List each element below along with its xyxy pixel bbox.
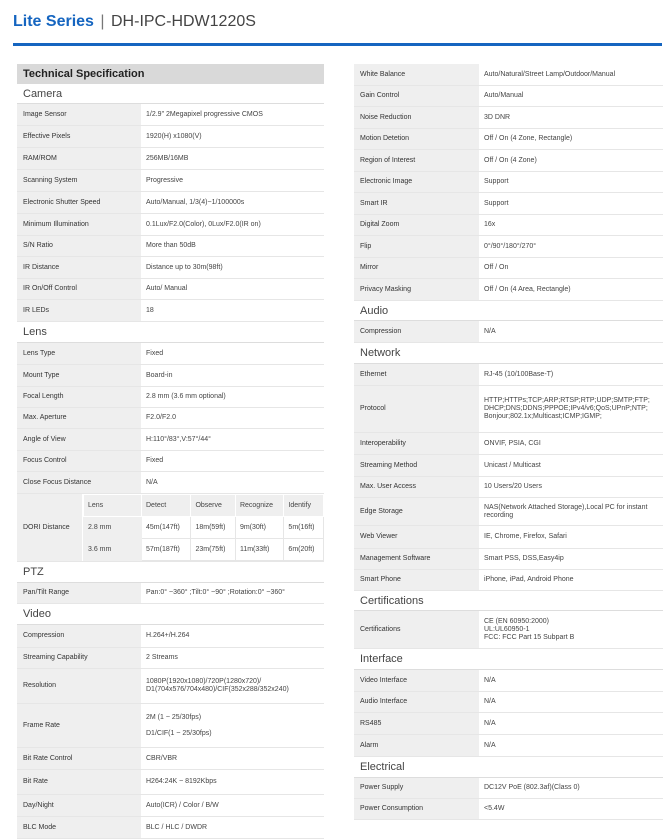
spec-value: 3D DNR <box>484 113 511 121</box>
spec-row-audio-interface <box>354 692 663 713</box>
spec-value: Off / On (4 Zone, Rectangle) <box>484 135 573 142</box>
spec-value: 1920(H) x1080(V) <box>146 132 202 140</box>
spec-row-power-supply <box>354 778 663 799</box>
spec-value: H264:24K ~ 8192Kbps <box>146 778 217 785</box>
spec-value: 0.1Lux/F2.0(Color), 0Lux/F2.0(IR on) <box>146 220 261 228</box>
section-title: Lens <box>17 322 324 343</box>
spec-row-smart-ir <box>354 193 663 215</box>
spec-label: Mirror <box>354 258 479 278</box>
spec-label: Power Consumption <box>354 799 479 819</box>
section-title: Network <box>354 343 663 364</box>
spec-label: Smart Phone <box>354 570 479 590</box>
spec-value: Auto/Natural/Street Lamp/Outdoor/Manual <box>484 70 616 78</box>
section-certifications <box>354 591 663 649</box>
spec-row-streaming-capability <box>17 648 324 669</box>
spec-label: Gain Control <box>354 86 479 106</box>
section-camera <box>17 84 324 322</box>
spec-label: Smart IR <box>354 193 479 214</box>
spec-row-video-interface <box>354 670 663 692</box>
spec-label: S/N Ratio <box>17 236 141 256</box>
spec-row-protocol <box>354 386 663 433</box>
dori-row <box>84 539 324 561</box>
section-network <box>354 343 663 591</box>
section-interface <box>354 649 663 757</box>
spec-label: Power Supply <box>354 778 479 798</box>
section-ptz <box>17 562 324 604</box>
section-title: PTZ <box>17 562 324 583</box>
spec-value: N/A <box>484 676 496 684</box>
section-title: Video <box>17 604 324 625</box>
spec-label: Interoperability <box>354 433 479 454</box>
spec-row-bit-rate-control <box>17 748 324 770</box>
dori-cell: 18m(59ft) <box>191 517 236 539</box>
spec-value: 16x <box>484 221 496 228</box>
dori-cell: 11m(33ft) <box>235 539 283 561</box>
spec-value: N/A <box>484 719 496 727</box>
spec-row-ram-rom <box>17 148 324 170</box>
spec-label: Max. User Access <box>354 477 479 497</box>
spec-row-noise-reduction <box>354 107 663 129</box>
spec-label: Mount Type <box>17 365 141 386</box>
spec-row-frame-rate <box>17 704 324 748</box>
spec-value: 2 Streams <box>146 654 178 661</box>
spec-row-electronic-shutter-speed <box>17 192 324 214</box>
dori-distance-table <box>17 494 324 562</box>
dori-cell: 57m(187ft) <box>142 539 191 561</box>
spec-row-s-n-ratio <box>17 236 324 257</box>
spec-label: Focus Control <box>17 451 141 471</box>
spec-value: Off / On (4 Area, Rectangle) <box>484 285 571 293</box>
spec-value: HTTP;HTTPs;TCP;ARP;RTSP;RTP;UDP;SMTP;FTP; DHCP;DNS;DDNS;PPPOE;IPv4/v6;QoS;UPnP;NTP; Bonjour;802.1x;Multicast;ICMP;IGMP; <box>484 397 650 420</box>
section-image-settings <box>354 64 663 301</box>
spec-value: Off / On (4 Zone) <box>484 156 537 164</box>
spec-value: ONVIF, PSIA, CGI <box>484 439 541 447</box>
spec-row-privacy-masking <box>354 279 663 301</box>
dori-cell: 3.6 mm <box>84 539 142 561</box>
header-rule <box>13 43 662 46</box>
spec-label: RAM/ROM <box>17 148 141 169</box>
dori-cell: 2.8 mm <box>84 517 142 539</box>
right-column <box>354 64 663 820</box>
spec-value: IE, Chrome, Firefox, Safari <box>484 533 567 540</box>
spec-row-white-balance <box>354 64 663 86</box>
spec-value: 1/2.9" 2Megapixel progressive CMOS <box>146 110 263 118</box>
dori-row <box>84 517 324 539</box>
spec-label: Minimum Illumination <box>17 214 141 235</box>
section-lens <box>17 322 324 494</box>
spec-value: Unicast / Multicast <box>484 461 541 469</box>
dori-header-cell: Lens <box>84 495 142 517</box>
spec-value: Off / On <box>484 264 509 271</box>
spec-row-mount-type <box>17 365 324 387</box>
dori-cell: 23m(75ft) <box>191 539 236 561</box>
spec-label: Flip <box>354 236 479 257</box>
spec-label: IR Distance <box>17 257 141 278</box>
spec-value: DC12V PoE (802.3af)(Class 0) <box>484 784 580 791</box>
spec-label: RS485 <box>354 713 479 734</box>
spec-row-region-of-interest <box>354 150 663 172</box>
spec-value: Pan:0° ~360° ;Tilt:0° ~90° ;Rotation:0° ~360° <box>146 589 285 596</box>
spec-label: Edge Storage <box>354 498 479 525</box>
spec-row-pan-tilt-range <box>17 583 324 604</box>
spec-row-angle-of-view <box>17 429 324 451</box>
spec-label: Ethernet <box>354 364 479 385</box>
header-separator: | <box>100 13 105 30</box>
spec-value: N/A <box>146 478 158 486</box>
spec-row-alarm <box>354 735 663 757</box>
spec-row-close-focus-distance <box>17 472 324 494</box>
spec-row-max-aperture <box>17 408 324 429</box>
spec-value: 0°/90°/180°/270° <box>484 242 537 250</box>
spec-value: 18 <box>146 306 154 314</box>
spec-row-management-software <box>354 549 663 570</box>
spec-label: Noise Reduction <box>354 107 479 128</box>
spec-row-blc-mode <box>17 817 324 839</box>
dori-header-cell: Observe <box>191 495 236 517</box>
spec-label: Resolution <box>17 669 141 703</box>
spec-value: RJ-45 (10/100Base-T) <box>484 370 554 378</box>
spec-row-web-viewer <box>354 526 663 549</box>
spec-title: Technical Specification <box>17 64 324 84</box>
spec-label: Streaming Method <box>354 455 479 476</box>
spec-row-bit-rate <box>17 770 324 795</box>
spec-value: CBR/VBR <box>146 754 178 762</box>
spec-row-gain-control <box>354 86 663 107</box>
spec-row-focal-length <box>17 387 324 408</box>
spec-label: Frame Rate <box>17 704 141 747</box>
section-electrical <box>354 757 663 820</box>
document-header <box>13 12 256 32</box>
spec-label: Protocol <box>354 386 479 432</box>
spec-label: Audio Interface <box>354 692 479 712</box>
spec-label: Management Software <box>354 549 479 569</box>
dori-cell: 9m(30ft) <box>235 517 283 539</box>
spec-label: Motion Detetion <box>354 129 479 149</box>
dori-cell: 5m(16ft) <box>284 517 324 539</box>
spec-value: NAS(Network Attached Storage),Local PC for instant recording <box>484 503 648 519</box>
spec-label: Compression <box>17 625 141 647</box>
spec-value: BLC / HLC / DWDR <box>146 823 208 831</box>
spec-label: Pan/Tilt Range <box>17 583 141 603</box>
spec-value: F2.0/F2.0 <box>146 414 176 421</box>
spec-row-effective-pixels <box>17 126 324 148</box>
spec-value: Fixed <box>146 349 164 357</box>
spec-value: H.264+/H.264 <box>146 632 190 639</box>
spec-value: 256MB/16MB <box>146 154 189 162</box>
spec-value: N/A <box>484 698 496 705</box>
spec-value: Auto/Manual, 1/3(4)~1/100000s <box>146 198 245 206</box>
spec-label: Privacy Masking <box>354 279 479 300</box>
dori-header-cell: Identify <box>284 495 324 517</box>
dori-grid <box>83 494 324 561</box>
spec-value: 2M (1 ~ 25/30fps) D1/CIF(1 ~ 25/30fps) <box>146 713 212 737</box>
spec-label: White Balance <box>354 64 479 85</box>
spec-row-max-user-access <box>354 477 663 498</box>
model-name: DH-IPC-HDW1220S <box>111 13 256 30</box>
spec-row-ethernet <box>354 364 663 386</box>
spec-value: More than 50dB <box>146 242 196 249</box>
spec-value: Board-in <box>146 371 173 379</box>
spec-label: Lens Type <box>17 343 141 364</box>
section-audio <box>354 301 663 343</box>
spec-value: Auto/ Manual <box>146 285 188 292</box>
dori-header-cell: Detect <box>142 495 191 517</box>
spec-value: Support <box>484 199 509 207</box>
spec-label: Max. Aperture <box>17 408 141 428</box>
spec-label: Day/Night <box>17 795 141 816</box>
spec-label: Alarm <box>354 735 479 756</box>
spec-label: Electronic Image <box>354 172 479 192</box>
spec-label: Video Interface <box>354 670 479 691</box>
spec-value: iPhone, iPad, Android Phone <box>484 576 574 583</box>
spec-row-motion-detetion <box>354 129 663 150</box>
section-title: Electrical <box>354 757 663 778</box>
spec-row-ir-on-off-control <box>17 279 324 300</box>
spec-value: Auto(ICR) / Color / B/W <box>146 801 219 809</box>
spec-value: Progressive <box>146 176 183 184</box>
spec-label: Region of Interest <box>354 150 479 171</box>
dori-label: DORI Distance <box>17 494 83 561</box>
dori-cell: 6m(20ft) <box>284 539 324 561</box>
spec-value: <5.4W <box>484 805 505 812</box>
spec-row-compression <box>17 625 324 648</box>
spec-label: Digital Zoom <box>354 215 479 235</box>
spec-label: Image Sensor <box>17 104 141 125</box>
spec-label: Focal Length <box>17 387 141 407</box>
spec-value: H:110°/83°,V:57°/44° <box>146 435 211 443</box>
spec-row-ir-leds <box>17 300 324 322</box>
dori-header-row <box>84 495 324 517</box>
spec-row-mirror <box>354 258 663 279</box>
section-title: Camera <box>17 84 324 104</box>
spec-label: Streaming Capability <box>17 648 141 668</box>
spec-row-image-sensor <box>17 104 324 126</box>
dori-cell: 45m(147ft) <box>142 517 191 539</box>
spec-row-ir-distance <box>17 257 324 279</box>
spec-label: BLC Mode <box>17 817 141 838</box>
spec-row-certifications <box>354 611 663 649</box>
spec-row-minimum-illumination <box>17 214 324 236</box>
spec-value: N/A <box>484 327 496 335</box>
spec-row-interoperability <box>354 433 663 455</box>
spec-row-rs485 <box>354 713 663 735</box>
spec-label: Scanning System <box>17 170 141 191</box>
spec-value: 1080P(1920x1080)/720P(1280x720)/ D1(704x576/704x480)/CIF(352x288/352x240) <box>146 678 289 693</box>
spec-value: 10 Users/20 Users <box>484 483 542 490</box>
spec-row-edge-storage <box>354 498 663 526</box>
spec-value: N/A <box>484 741 496 749</box>
spec-row-streaming-method <box>354 455 663 477</box>
spec-value: Fixed <box>146 457 164 464</box>
series-name: Lite Series <box>13 13 94 30</box>
spec-row-day-night <box>17 795 324 817</box>
spec-value: 2.8 mm (3.6 mm optional) <box>146 393 226 400</box>
spec-label: Effective Pixels <box>17 126 141 147</box>
spec-label: Close Focus Distance <box>17 472 141 493</box>
spec-row-digital-zoom <box>354 215 663 236</box>
spec-row-scanning-system <box>17 170 324 192</box>
spec-row-power-consumption <box>354 799 663 820</box>
spec-label: IR On/Off Control <box>17 279 141 299</box>
spec-label: Electronic Shutter Speed <box>17 192 141 213</box>
spec-label: Compression <box>354 321 479 342</box>
spec-row-compression <box>354 321 663 343</box>
spec-label: Bit Rate <box>17 770 141 794</box>
spec-label: Web Viewer <box>354 526 479 548</box>
spec-row-smart-phone <box>354 570 663 591</box>
spec-row-flip <box>354 236 663 258</box>
section-video <box>17 604 324 839</box>
spec-label: IR LEDs <box>17 300 141 321</box>
spec-value: Support <box>484 178 509 185</box>
spec-value: Smart PSS, DSS,Easy4ip <box>484 555 564 562</box>
spec-label: Bit Rate Control <box>17 748 141 769</box>
spec-row-electronic-image <box>354 172 663 193</box>
dori-header-cell: Recognize <box>235 495 283 517</box>
spec-value: Auto/Manual <box>484 92 524 99</box>
left-column <box>17 64 324 839</box>
spec-value: CE (EN 60950:2000) UL:UL60950-1 FCC: FCC Part 15 Subpart B <box>484 617 575 641</box>
section-title: Audio <box>354 301 663 321</box>
spec-value: Distance up to 30m(98ft) <box>146 263 223 271</box>
spec-label: Certifications <box>354 611 479 648</box>
spec-row-focus-control <box>17 451 324 472</box>
spec-row-lens-type <box>17 343 324 365</box>
spec-row-resolution <box>17 669 324 704</box>
section-title: Interface <box>354 649 663 670</box>
section-title: Certifications <box>354 591 663 611</box>
spec-label: Angle of View <box>17 429 141 450</box>
